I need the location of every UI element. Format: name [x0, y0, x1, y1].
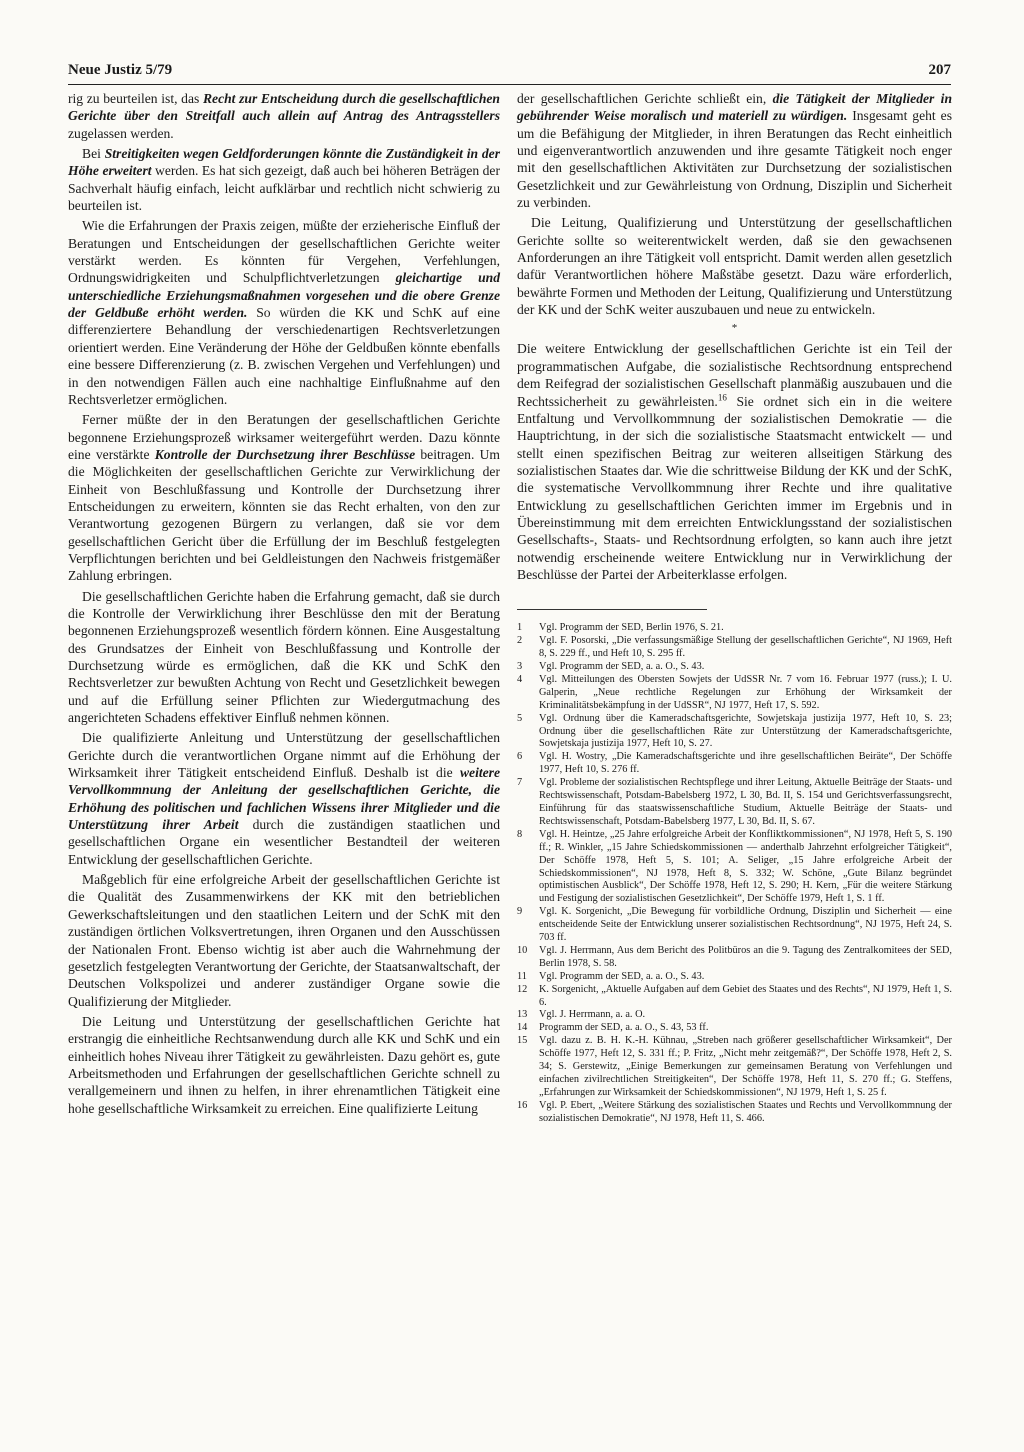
footnote-text: K. Sorgenicht, „Aktuelle Aufgaben auf dem Gebiet des Staates und des Rechts“, NJ 1979, Heft 1, S. 6. [539, 983, 952, 1008]
right-column [517, 90, 952, 1126]
section-separator [517, 318, 952, 340]
footnote-item [517, 829, 952, 906]
emphasis-text: Streitigkeiten wegen Geldforderungen könnte die Zuständigkeit in der Höhe erweitert [68, 146, 500, 179]
footnote-number: 8 [517, 828, 523, 840]
text-run: Wie die Erfahrungen der Praxis zeigen, müßte der erzieherische Einfluß der Beratungen und Entscheidungen der gesellschaftlichen Gerichte weiter verstärkt werden. Es könnten für Vergehen, Verfehlungen, Ordnungswidrigkeiten und Schulpflichtverletzungen [68, 218, 500, 286]
footnote-text: Vgl. P. Ebert, „Weitere Stärkung des sozialistischen Staates und Rechts und Vervollkommnung der sozialistischen Demokratie“, NJ 1978, Heft 11, S. 466. [539, 1099, 952, 1124]
body-paragraph [68, 217, 500, 408]
footnote-item [517, 1035, 952, 1100]
footnote-text: Vgl. dazu z. B. H. K.-H. Kühnau, „Streben nach größerer gesellschaftlicher Wirksamkeit“, Der Schöffe 1977, Heft 12, S. 331 ff.; P. Fritz, „Nicht mehr zeitgemäß?“, Der Schöffe 1978, Heft 2, S. 34; S. Gerstewitz, „Einige Bemerkungen zur gemeinsamen Beratung von Verfehlungen und einfachen zivilrechtlichen Streitigkeiten“, Der Schöffe 1978, Heft 11, S. 270 ff.; G. Steffens, „Erfahrungen zur Wirksamkeit der Schiedskommissionen“, NJ 1979, Heft 1, S. 25 f. [539, 1035, 952, 1098]
running-header [68, 60, 951, 85]
footnote-text: Programm der SED, a. a. O., S. 43, 53 ff. [539, 1022, 709, 1034]
footnote-item [517, 1022, 952, 1035]
footnote-item [517, 971, 952, 984]
text-run: So würden die KK und SchK auf eine differenziertere Behandlung der verschiedenartigen Rechtsverletzungen orientiert werden. Eine Veränderung der Höhe der Geldbußen könnte ebenfalls eine bessere Differenzierung (z. B. zwischen Vergehen und Verfehlungen) und in den notwendigen Fällen auch eine nachhaltige Einflußnahme auf den Rechtsverletzer ermöglichen. [68, 305, 501, 407]
footnote-item [517, 661, 952, 674]
body-paragraph [68, 145, 500, 214]
footnote-text: Vgl. J. Herrmann, a. a. O. [539, 1009, 646, 1021]
footnote-number: 10 [517, 944, 528, 956]
text-run: werden. Es hat sich gezeigt, daß auch bei höheren Beträgen der Sachverhalt häufig einfach, leicht aufklärbar und rechtlich nicht schwierig zu beurteilen ist. [68, 163, 500, 214]
text-run: Die weitere Entwicklung der gesellschaftlichen Gerichte ist ein Teil der programmatischen Aufgabe, die sozialistische Rechtsordnung entsprechend dem Reifegrad der sozialistischen Gesellschaft planmäßig auszubauen und die Rechtssicherheit zu gewährleisten. [517, 341, 952, 409]
text-run: Sie ordnet sich ein in die weitere Entfaltung und Vervollkommnung der sozialistischen Demokratie — die Hauptrichtung, in der sich die sozialistische Staatsmacht entwickelt — und stellt einen spezifischen Beitrag zur weiteren allseitigen Stärkung des sozialistischen Staates dar. Wie die schrittweise Bildung der KK und der SchK, die systematische Vervollkommnung ihrer Rechte und ihre qualitative Entwicklung zu gesellschaftlichen Gerichten immer im Ergebnis und in Übereinstimmung mit dem erreichten Entwicklungsstand der sozialistischen Gesellschafts-, Staats- und Rechtsordnung erfolgten, so kann auch ihre jetzt notwendig erscheinende weitere Entwicklung nur in Verwirklichung der Beschlüsse der Partei der Arbeiterklasse erfolgen. [517, 393, 953, 582]
text-run: Die qualifizierte Anleitung und Unterstützung der gesellschaftlichen Gerichte durch die verantwortlichen Organe nimmt auf die Erhöhung der Wirksamkeit ihrer Tätigkeit entscheidend Einfluß. Deshalb ist die [68, 730, 500, 781]
text-run: durch die zuständigen staatlichen und gesellschaftlichen Organe ein wesentlicher Bestandteil der weiteren Entwicklung der gesellschaftlichen Gerichte. [68, 817, 500, 867]
footnote-item [517, 674, 952, 713]
text-run: zugelassen werden. [68, 125, 174, 141]
body-paragraph [517, 214, 952, 318]
text-run: Insgesamt geht es um die Befähigung der Mitglieder, in ihren Beratungen das Recht einheitlich und eigenverantwortlich anzuwenden und ihre gesamte Tätigkeit noch enger mit den gesellschaftlichen Aktivitäten zur Durchsetzung der sozialistischen Gesetzlichkeit und zur Gewährleistung von Ordnung, Disziplin und Sicherheit zu verbinden. [517, 108, 952, 211]
footnote-number: 16 [517, 1099, 528, 1111]
footnote-text: Vgl. H. Wostry, „Die Kameradschaftsgerichte und ihre gesellschaftlichen Beiräte“, Der Schöffe 1977, Heft 10, S. 276 ff. [539, 751, 952, 776]
footnote-text: Vgl. Ordnung über die Kameradschaftsgerichte, Sowjetskaja justizija 1977, Heft 10, S. 23; Ordnung über die gesellschaftlichen Räte zur Unterstützung der Kameradschaftsgerichte, Sowjetskaja justizija 1977, Heft 10, S. 27. [539, 712, 952, 750]
footnote-item [517, 984, 952, 1010]
footnote-ref: 16 [717, 391, 727, 402]
body-paragraph [68, 90, 500, 142]
emphasis-text: gleichartige und unterschiedliche Erziehungsmaßnahmen vorgesehen und die obere Grenze der Geldbuße erhöht werden. [68, 270, 500, 321]
text-run: der gesellschaftlichen Gerichte schließt ein, [517, 91, 773, 106]
footnote-number: 5 [517, 712, 523, 724]
footnote-text: Vgl. Programm der SED, a. a. O., S. 43. [539, 661, 705, 672]
emphasis-text: Recht zur Entscheidung durch die gesellschaftlichen Gerichte über den Streitfall auch allein auf Antrag des Antragsstellers [68, 91, 500, 124]
footnote-item [517, 945, 952, 971]
footnote-text: Vgl. J. Herrmann, Aus dem Bericht des Politbüros an die 9. Tagung des Zentralkomitees der SED, Berlin 1978, S. 58. [539, 944, 952, 969]
journal-title: Neue Justiz 5/79 [68, 62, 173, 78]
right-column-body [517, 90, 952, 583]
text-run: Maßgeblich für eine erfolgreiche Arbeit der gesellschaftlichen Gerichte ist die Qualität des Zusammenwirkens der KK mit den betrieblichen Gewerkschaftsleitungen und den staatlichen Leitern und der SchK mit den zuständigen örtlichen Volksvertretungen, ihren Organen und den Ausschüssen der Nationalen Front. Ebenso wichtig ist aber auch die Wahrnehmung der gesetzlich festgelegten Verantwortung der Gerichte, der Staatsanwaltschaft, der Deutschen Volkspolizei und anderer zuständiger Organe sowie die Qualifizierung der Mitglieder. [68, 872, 500, 1009]
footnote-number: 4 [517, 673, 523, 685]
text-run: rig zu beurteilen ist, das [68, 91, 203, 106]
text-run: * [731, 322, 738, 335]
footnote-number: 15 [517, 1035, 528, 1047]
footnote-number: 7 [517, 777, 523, 789]
text-run: Bei [82, 146, 105, 162]
body-paragraph [517, 90, 952, 211]
footnote-text: Vgl. Mitteilungen des Obersten Sowjets der UdSSR Nr. 7 vom 16. Februar 1977 (russ.); I. U. Galperin, „Neue rechtliche Regelungen zur Erhöhung der Wirksamkeit der Kriminalitätsbekämpfung in der UdSSR“, NJ 1977, Heft 17, S. 592. [539, 673, 952, 711]
footnote-item [517, 1100, 952, 1126]
footnote-text: Vgl. H. Heintze, „25 Jahre erfolgreiche Arbeit der Konfliktkommissionen“, NJ 1978, Heft 5, S. 190 ff.; R. Winkler, „15 Jahre Schiedskommissionen — anderthalb Jahrzehnt erfolgreicher Tätigkeit“, Der Schöffe 1978, Heft 5, S. 101; A. Seliger, „15 Jahre erfolgreiche Arbeit der Schiedskommissionen“, NJ 1978, Heft 8, S. 332; W. Schöne, „Gute Bilanz begründet optimistischen Ausblick“, Der Schöffe 1978, Heft 12, S. 290; H. Kern, „Für die weitere Stärkung und Festigung der sozialistischen Gesetzlichkeit“, Der Schöffe 1979, Heft 1, S. 1 ff. [539, 828, 952, 905]
body-paragraph [68, 411, 500, 584]
footnote-text: Vgl. Programm der SED, Berlin 1976, S. 21. [539, 622, 724, 634]
footnote-item [517, 751, 952, 777]
footnote-number: 3 [517, 661, 523, 672]
footnote-number: 11 [517, 970, 527, 982]
footnote-item [517, 906, 952, 945]
body-paragraph [68, 729, 500, 868]
footnote-item [517, 622, 952, 635]
footnote-number: 1 [517, 622, 523, 634]
emphasis-text: die Tätigkeit der Mitglieder in gebührender Weise moralisch und materiell zu würdigen. [517, 91, 952, 124]
footnote-text: Vgl. F. Posorski, „Die verfassungsmäßige Stellung der gesellschaftlichen Gerichte“, NJ 1969, Heft 8, S. 229 ff., und Heft 10, S. 295 ff. [539, 635, 952, 660]
footnote-text: Vgl. Probleme der sozialistischen Rechtspflege und ihrer Leitung, Aktuelle Beiträge der Staats- und Rechtswissenschaft, Potsdam-Babelsberg 1972, L 30, Bd. II, S. 154 und Gerichtsverfassungsrecht, Einführung für das staatswissenschaftliche Studium, Aktuelle Beiträge der Staats- und Rechtswissenschaft, Potsdam-Babelsberg 1977, L 30, Bd. II, S. 67. [539, 777, 952, 827]
emphasis-text: Kontrolle der Durchsetzung ihrer Beschlüsse [154, 446, 416, 462]
text-run: Ferner müßte der in den Beratungen der gesellschaftlichen Gerichte begonnene Erziehungsprozeß wirksamer weitergeführt werden. Dazu könnte eine verstärkte [68, 412, 500, 462]
footnote-number: 13 [517, 1009, 528, 1021]
footnote-text: Vgl. Programm der SED, a. a. O., S. 43. [539, 970, 705, 982]
footnote-rule [517, 609, 707, 610]
body-paragraph [68, 1013, 500, 1117]
page-number: 207 [928, 62, 951, 78]
footnote-number: 2 [517, 635, 523, 647]
text-run: Die Leitung und Unterstützung der gesellschaftlichen Gerichte hat erstrangig die einheitliche Rechtsanwendung durch alle KK und SchK und ein einheitlich hohes Niveau ihrer Tätigkeit zu gewährleisten. Dazu gehört es, gute Arbeitsmethoden und Erfahrungen der gesellschaftlichen Gerichte schnell zu verallgemeinern und ihnen zu helfen, in ihrer ehrenamtlichen Tätigkeit eine hohe gesellschaftliche Wirksamkeit zu erreichen. Eine qualifizierte Leitung [68, 1013, 500, 1116]
body-paragraph [68, 588, 500, 727]
text-run: beitragen. Um die Möglichkeiten der gesellschaftlichen Gerichte zur Verwirklichung der Einheit von Beschlußfassung und Kontrolle der Durchsetzung ihrer Entscheidungen zu erweitern, könnten sie das Recht erhalten, von den zur Verantwortung gezogenen Bürgern zu verlangen, daß sie vor dem gesellschaftlichen Gericht über die Erfüllung der im Beschluß festgelegten Verpflichtungen berichten und bei Geldleistungen den Nachweis fristgemäßer Zahlung erbringen. [68, 446, 500, 584]
text-run: Die gesellschaftlichen Gerichte haben die Erfahrung gemacht, daß sie durch die Kontrolle der Verwirklichung ihrer Beschlüsse den mit der Beratung begonnenen Erziehungsprozeß wesentlich fördern können. Eine Ausgestaltung des Grundsatzes der Einheit von Beschlußfassung und Kontrolle der Durchsetzung würde es ermöglichen, daß die KK und SchK den Rechtsverletzer zur bewußten Achtung von Recht und Gesetzlichkeit bewegen und auf die Erfüllung seiner Pflichten zur Wiedergutmachung des angerichteten Schadens effektiver Einfluß nehmen können. [68, 588, 500, 726]
footnote-item [517, 635, 952, 661]
body-paragraph [517, 340, 952, 583]
footnote-list [517, 622, 952, 1125]
left-column [68, 90, 500, 1117]
text-run: Die Leitung, Qualifizierung und Unterstützung der gesellschaftlichen Gerichte sollte so weiterentwickelt werden, daß sie den gewachsenen Anforderungen an ihre Tätigkeit voll entspricht. Damit werden allen gesetzlich dafür Verantwortlichen höhere Maßstäbe gesetzt. Dazu wäre erforderlich, bewährte Formen und Methoden der Leitung, Qualifizierung und Unterstützung der KK und der SchK weiter auszubauen und neue zu entwickeln. [517, 215, 952, 318]
footnote-number: 9 [517, 906, 523, 918]
footnote-number: 14 [517, 1022, 528, 1034]
footnote-item [517, 1009, 952, 1022]
body-paragraph [68, 871, 500, 1010]
footnote-item [517, 713, 952, 752]
footnote-text: Vgl. K. Sorgenicht, „Die Bewegung für vorbildliche Ordnung, Disziplin und Sicherheit — eine entscheidende Seite der Entwicklung unserer sozialistischen Rechtsordnung“, NJ 1975, Heft 24, S. 703 ff. [539, 906, 952, 944]
emphasis-text: weitere Vervollkommnung der Anleitung der gesellschaftlichen Gerichte, die Erhöhung des politischen und fachlichen Wissens ihrer Mitglieder und die Unterstützung ihrer Arbeit [68, 765, 500, 833]
footnote-number: 6 [517, 751, 523, 763]
footnote-number: 12 [517, 983, 528, 995]
footnote-item [517, 777, 952, 829]
